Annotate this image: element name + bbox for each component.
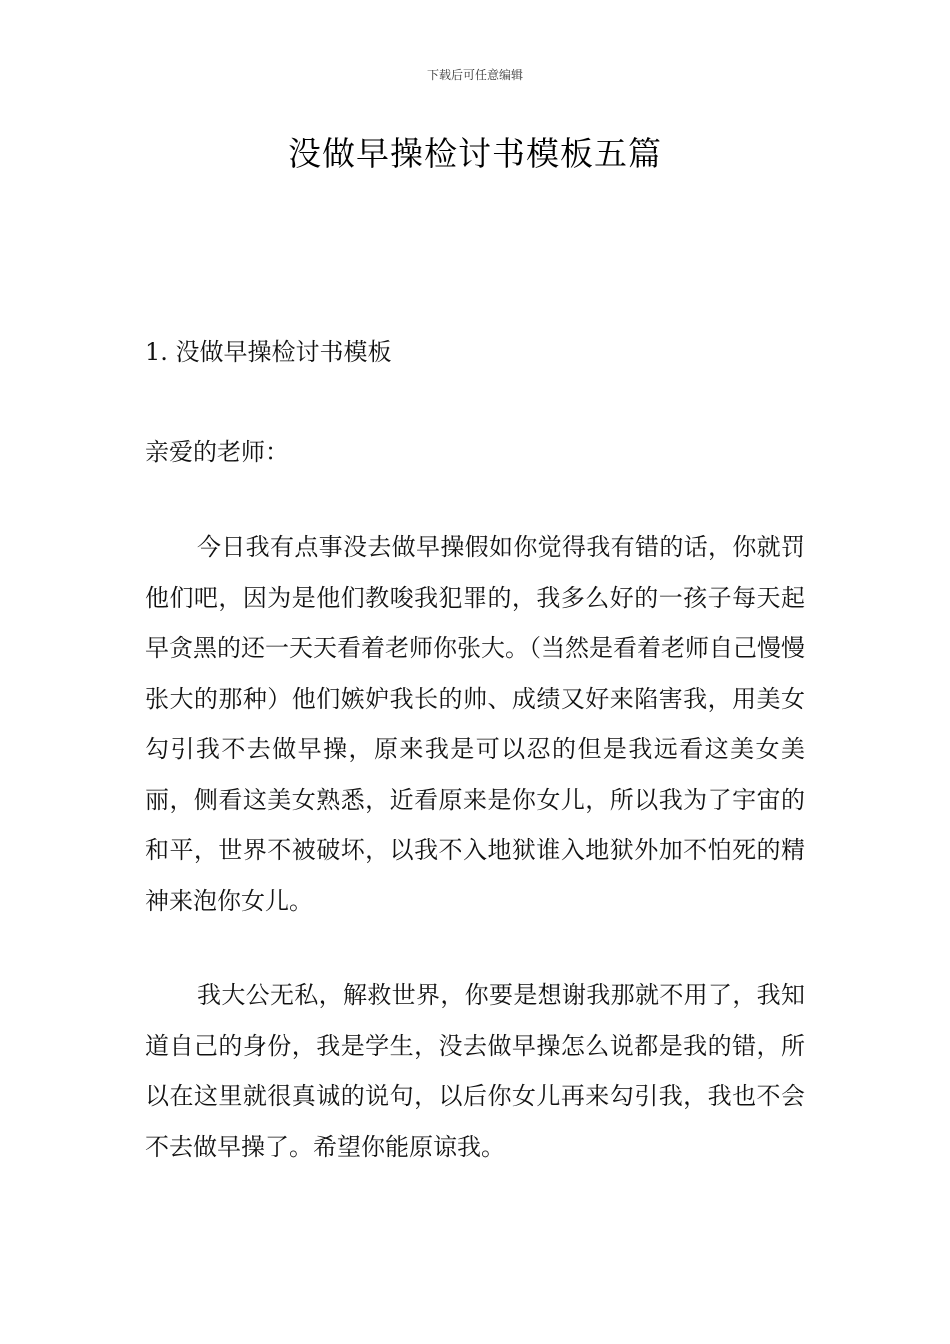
- body-paragraph: 今日我有点事没去做早操假如你觉得我有错的话，你就罚他们吧，因为是他们教唆我犯罪的，我多么好的一孩子每天起早贪黑的还一天天看着老师你张大。（当然是看着老师自己慢慢张大的那种）他们嫉妒我长的帅、成绩又好来陷害我，用美女勾引我不去做早操，原来我是可以忍的但是我远看这美女美丽，侧看这美女熟悉，近看原来是你女儿，所以我为了宇宙的和平，世界不被破坏，以我不入地狱谁入地狱外加不怕死的精神来泡你女儿。: [145, 533, 805, 915]
- header-note: 下载后可任意编辑: [426, 68, 523, 82]
- document-title: 没做早操检讨书模板五篇: [288, 134, 662, 173]
- salutation: 亲爱的老师：: [145, 438, 289, 466]
- section-heading: 1. 没做早操检讨书模板: [145, 338, 392, 366]
- body-paragraph: 我大公无私，解救世界，你要是想谢我那就不用了，我知道自己的身份，我是学生，没去做早操怎么说都是我的错，所以在这里就很真诚的说句，以后你女儿再来勾引我，我也不会不去做早操了。希望你能原谅我。: [145, 981, 805, 1161]
